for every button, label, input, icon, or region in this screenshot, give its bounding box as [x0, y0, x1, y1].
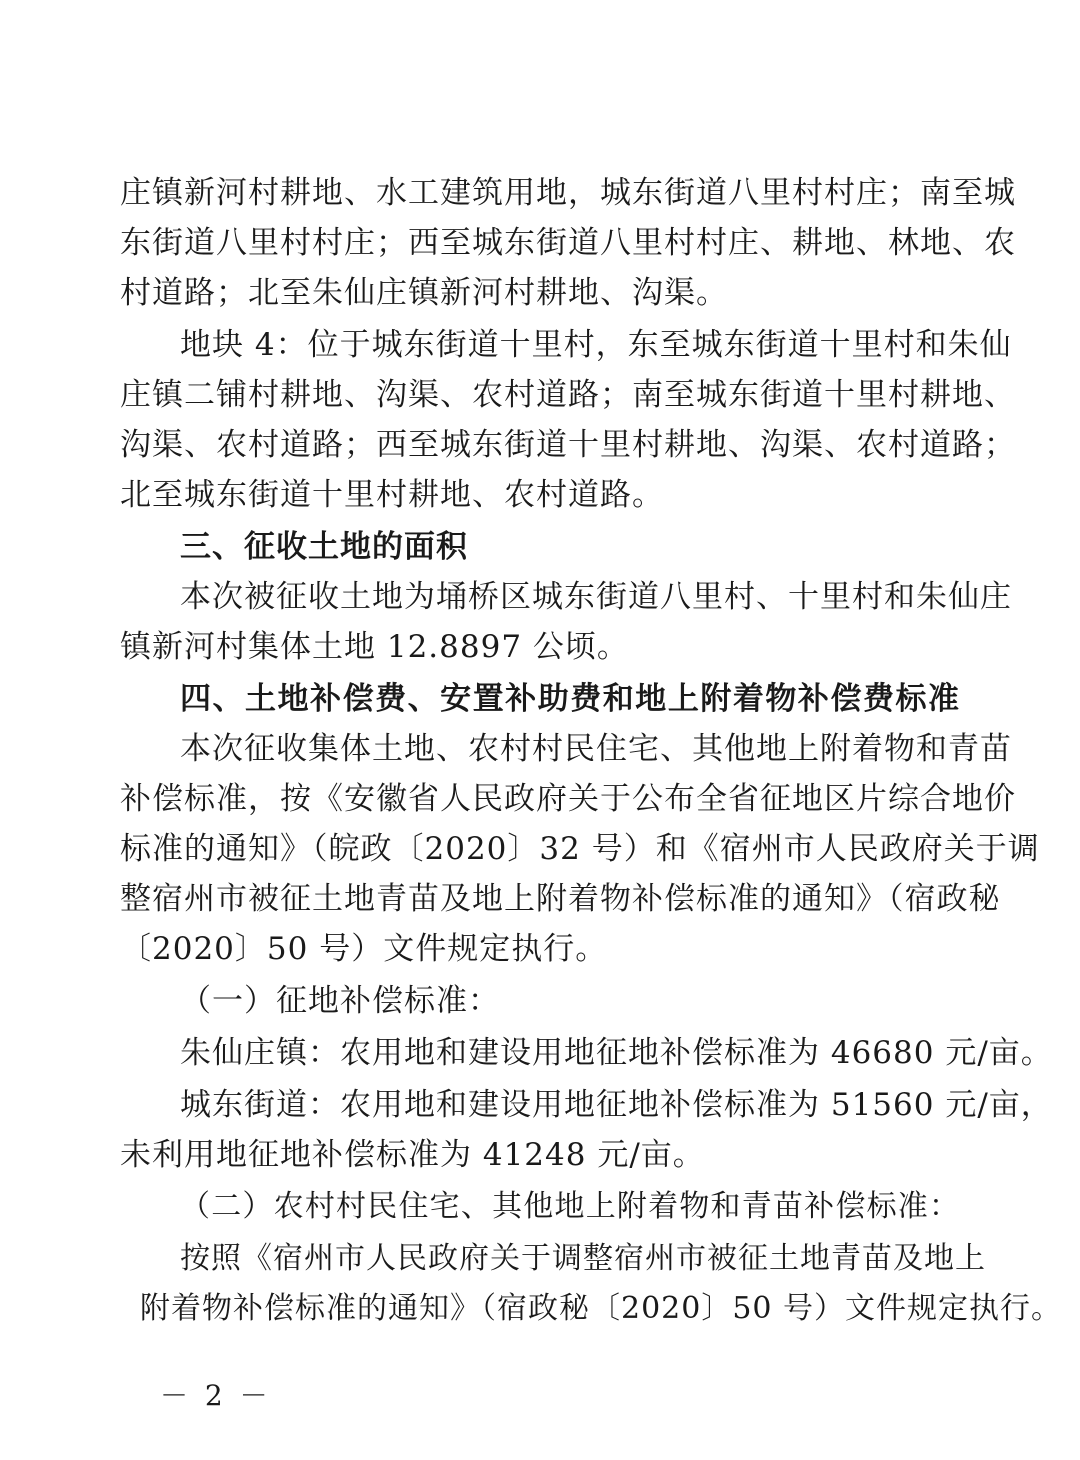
text-line: 补偿标准，按《安徽省人民政府关于公布全省征地区片综合地价 [120, 781, 1016, 817]
text-line: 本次被征收土地为埇桥区城东街道八里村、十里村和朱仙庄 [180, 579, 1012, 615]
section-heading: 四、土地补偿费、安置补助费和地上附着物补偿费标准 [180, 681, 960, 717]
text-line: 庄镇二铺村耕地、沟渠、农村道路；南至城东街道十里村耕地、 [120, 377, 1016, 413]
subsection-heading: （一）征地补偿标准： [180, 983, 500, 1019]
text-line: 庄镇新河村耕地、水工建筑用地，城东街道八里村村庄；南至城 [120, 175, 1016, 211]
subsection-heading: （二）农村村民住宅、其他地上附着物和青苗补偿标准： [180, 1189, 960, 1224]
text-line: 本次征收集体土地、农村村民住宅、其他地上附着物和青苗 [180, 731, 1012, 767]
section-heading: 三、征收土地的面积 [180, 529, 468, 565]
text-line: 按照《宿州市人民政府关于调整宿州市被征土地青苗及地上 [180, 1241, 986, 1276]
text-line: 沟渠、农村道路；西至城东街道十里村耕地、沟渠、农村道路； [120, 427, 1016, 463]
text-line: 东街道八里村村庄；西至城东街道八里村村庄、耕地、林地、农 [120, 225, 1016, 261]
text-line: 地块 4：位于城东街道十里村，东至城东街道十里村和朱仙 [180, 327, 1012, 363]
text-line: 未利用地征地补偿标准为 41248 元/亩。 [120, 1137, 705, 1173]
text-line: 朱仙庄镇：农用地和建设用地征地补偿标准为 46680 元/亩。 [180, 1035, 1053, 1071]
page-number: － 2 － [160, 1379, 272, 1412]
text-line: 村道路；北至朱仙庄镇新河村耕地、沟渠。 [120, 275, 728, 311]
text-line: 标准的通知》（皖政〔2020〕32 号）和《宿州市人民政府关于调 [120, 831, 1040, 867]
text-line: 整宿州市被征土地青苗及地上附着物补偿标准的通知》（宿政秘 [120, 881, 1001, 917]
text-line: 城东街道：农用地和建设用地征地补偿标准为 51560 元/亩， [180, 1087, 1053, 1123]
text-line: 〔2020〕50 号）文件规定执行。 [120, 931, 608, 967]
text-line: 附着物补偿标准的通知》（宿政秘〔2020〕50 号）文件规定执行。 [140, 1291, 1063, 1326]
text-line: 镇新河村集体土地 12.8897 公顷。 [120, 629, 629, 665]
text-line: 北至城东街道十里村耕地、农村道路。 [120, 477, 664, 513]
